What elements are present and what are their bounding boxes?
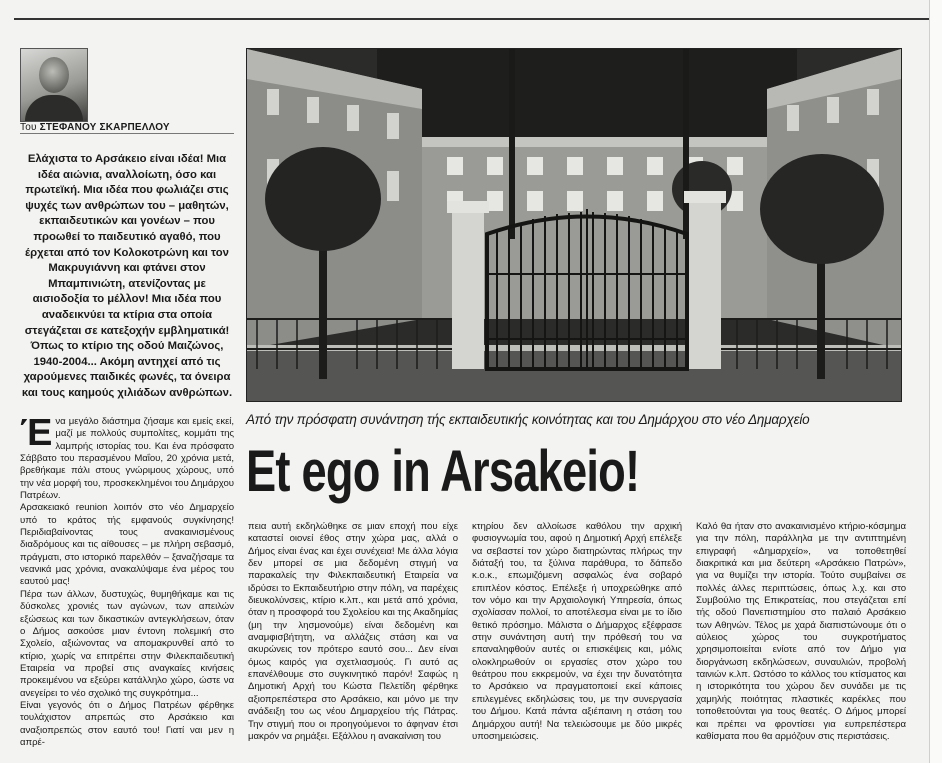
top-rule <box>14 18 934 20</box>
byline-prefix: Του <box>20 122 37 133</box>
building-photo-illustration <box>247 49 901 401</box>
author-head <box>39 57 69 93</box>
building-photo <box>246 48 902 402</box>
byline <box>20 122 170 133</box>
byline-rule <box>20 133 234 134</box>
page-edge <box>929 0 942 763</box>
drop-cap: Έ <box>20 412 53 454</box>
article-column-1 <box>20 412 234 749</box>
paragraph: Πέρα των άλλων, δυστυχώς, θυμηθήκαμε και τις δύσκολες χρονιές των αγώνων, των απειλών εξώσεως και των δικαστικών αντεγκλήσεων, όταν ο Δήμος ασκούσε μιαν έντονη πολεμική στο Σχολείο, αξιώνοντας να απομακρυνθεί από το κτίριο, χωρίς να επιτρέπει στην Φιλεκπαιδευτική Εταιρεία να προβεί στις αναγκαίες κινήσεις προκειμένου να εξεύρει κατάλληλο χώρο, ώστε να ανεγείρει το νέο σχολικό της συγκρότημα... <box>20 588 234 699</box>
paragraph <box>20 412 234 502</box>
paragraph-text: να μεγάλο διάστημα ζήσαμε και εμείς εκεί, μαζί με πολλούς συμπολίτες, κομμάτι της λαμπρής ιστορίας του. Και ένα πρόσφατο Σάββατο του περασμένου Μαΐου, 20 χρόνια μετά, βρεθήκαμε πάλι στους γνώριμους χώρους, υπό την νέα μορφή του, προσκεκλημένοι του Δημάρχου Πατρέων. <box>20 416 234 502</box>
photo-caption: Από την πρόσφατη συνάντηση τής εκπαιδευτικής κοινότητας και του Δημάρχου στο νέο Δημαρχείο <box>246 412 810 427</box>
article-column-2: πεια αυτή εκδηλώθηκε σε μιαν εποχή που είχε καταστεί οιονεί έθος στην χώρα μας, αλλά ο Δήμος είναι ένας και έχει συνέχεια! Με άλλα λόγια δεν μπορεί σε μια δεδομένη στιγμή να παρακαλείς την Φιλεκπαιδευτική Εταιρεία να ιδρύσει το Εκπαιδευτήριο στην πόλη, να παρέχεις διευκολύνσεις, κτίριο κ.λπ., και μετά από χρόνια, όταν η προσφορά του Σχολείου και της Ακαδημίας (μη την λησμονούμε) είναι δεδομένη και αναμφισβήτητη, να αλλάζεις στάση και να ακυρώνεις τον πρότερο εαυτό σου... Δεν είναι όμως καιρός για σχετλιασμούς. Γι αυτό ας επανέλθουμε στο συγκινητικό παρόν! Σαφώς η Δημοτική Αρχή του Κώστα Πελετίδη φέρθηκε αξιοπρεπέστερα στο Αρσάκειο, και μόνο με την ανάδειξη του ως νέου Δημαρχείου τής Πάτρας. Την στιγμή που οι προηγούμενοι το άφηναν έτσι μακρόν να ρημάξει. Εξάλλου η ανακαίνιση του <box>248 521 458 742</box>
author-shoulders <box>25 95 83 121</box>
article-column-4: Καλό θα ήταν στο ανακαινισμένο κτήριο-κόσμημα για την πόλη, παράλληλα με την αντιπτημένη επιγραφή «Δημαρχείο», να τοποθετηθεί διακριτικά και μια δεύτερη «Αρσάκειο Πατρών», για να θυμίζει την ιστορία. Τούτο συμβαίνει σε πολλές άλλες περιπτώσεις, όπως λ.χ. και στο Συμβούλιο της Επικρατείας, που στεγάζεται επί τής οδού Πανεπιστημίου στο παλαιό Αρσάκειο των Αθηνών. Τέλος με χαρά διαπιστώνουμε ότι ο αύλειος χώρος του συγκροτήματος χρησιμοποιείται ενίοτε από τον Δήμο για διοργάνωση εκδηλώσεων, συναυλιών, προβολή ταινιών κ.λπ. Ωστόσο το κάλλος του κτίσματος και η ιστορικότητα του χώρου δεν συνάδει με τις χαμηλής ποιότητας πλαστικές καρέκλες που τοποθετούνται για τους θεατές. Ο Δήμος μπορεί και πρέπει να φροντίσει για ευπρεπέστερα καθίσματα που θα αρμόζουν στις περιστάσεις. <box>696 521 906 742</box>
article-headline: Et ego in Arsakeio! <box>246 439 640 504</box>
author-photo <box>20 48 88 122</box>
byline-author: ΣΤΕΦΑΝΟΥ ΣΚΑΡΠΕΛΛΟΥ <box>39 122 170 133</box>
paragraph: Αρσακειακό reunion λοιπόν στο νέο Δημαρχείο υπό το κράτος τής εμφανούς συγκίνησης! Περιδιαβαίνοντας τους ανακαινισμένους διαδρόμους και τις αίθουσες – με πλήρη σεβασμό, πράγματι, στο ιστορικό παρελθόν – ξαναζήσαμε τα νεανικά μας χρόνια, ανακαλύψαμε ένα μέρος του εαυτού μας! <box>20 502 234 588</box>
paragraph: Είναι γεγονός ότι ο Δήμος Πατρέων φέρθηκε τουλάχιστον απρεπώς στο Αρσάκειο και αναξιοπρεπώς στον εαυτό του! Γιατί ναι μεν η απρέ- <box>20 699 234 748</box>
article-column-3: κτηρίου δεν αλλοίωσε καθόλου την αρχική φυσιογνωμία του, αφού η Δημοτική Αρχή επέλεξε να σεβαστεί τον χώρο διατηρώντας πλήρως την διάταξή του, τα ξύλινα παράθυρα, το δάπεδο κ.ο.κ., επωμιζόμενη ασφαλώς ένα σοβαρό επιπλέον κόστος. Επέλεξε ή υποχρεώθηκε από τον νόμο και την Αρχαιολογική Υπηρεσία, όπως σχολίασαν πολλοί, το αποτέλεσμα είναι με το ίδιο θετικό πρόσημο. Μάλιστα ο Δήμαρχος εξέφρασε στην συνάντηση αυτή την πρόθεσή του να επαναληφθούν αυτές οι επισκέψεις και, μόλις ολοκληρωθούν οι εργασίες στον χώρο του θεάτρου που εκκρεμούν, να έχει την δυνατότητα το Αρσάκειο να πραγματοποιεί εκεί κάποιες επιλεγμένες εκδηλώσεις του, με την συνεργασία του Δήμου. Κατά πάντα αξιέπαινη η στάση του Δημάρχου αυτή! Να τελειώσουμε με δύο μικρές υποσημειώσεις. <box>472 521 682 742</box>
intro-text: Ελάχιστα το Αρσάκειο είναι ιδέα! Μια ιδέα αιώνια, αναλλοίωτη, όσο και πρωτεϊκή. Μια ιδέα που φωλιάζει στις ψυχές των ανθρώπων του – μαθητών, εκπαιδευτικών και γονέων – που προωθεί το παιδευτικό αγαθό, που έρχεται από τον Κολοκοτρώνη και τον Μακρυγιάννη και φτάνει στον Μπαμπινιώτη, ατενίζοντας με αισιοδοξία το μέλλον! Μια ιδέα που αναδεικνύει τα κτίρια στα οποία στεγάζεται σε κατεξοχήν εμβληματικά! Όπως το κτίριο της οδού Μαιζώνος, 1940-2004... Ακόμη αντηχεί από τις χαρούμενες παιδικές φωνές, τα όνειρα και τους καημούς χιλιάδων ανθρώπων. <box>21 153 233 399</box>
